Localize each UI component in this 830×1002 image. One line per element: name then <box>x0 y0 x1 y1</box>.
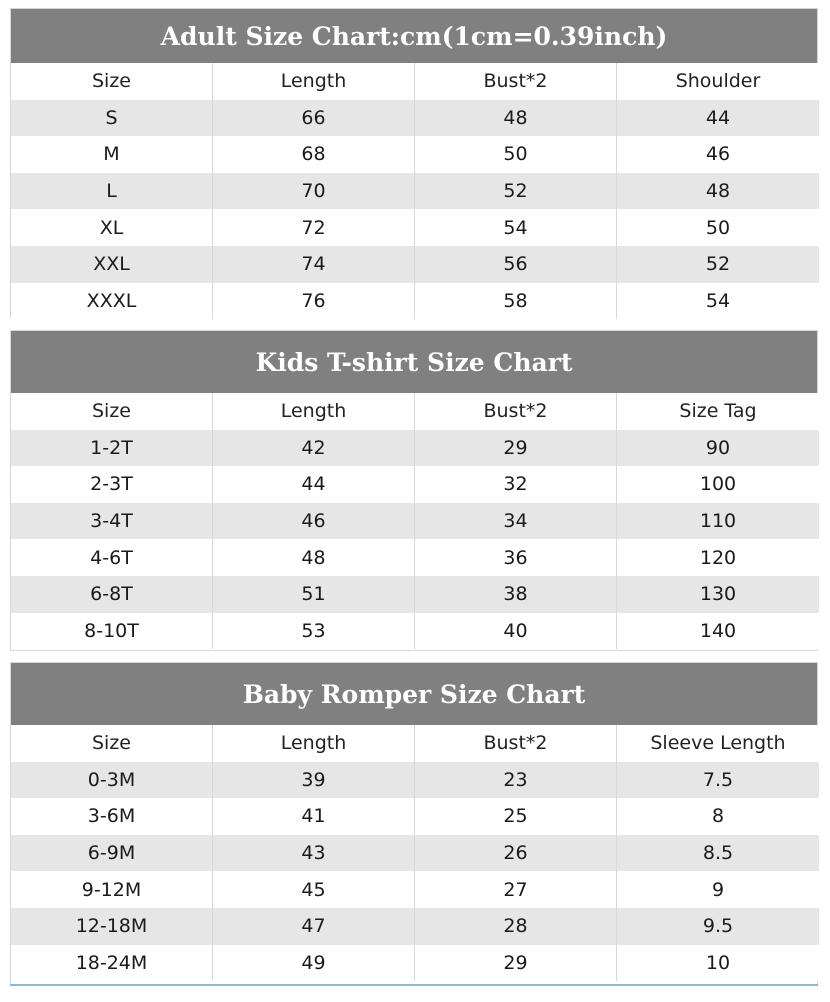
table-cell: 38 <box>415 576 617 613</box>
bottom-divider <box>10 984 818 986</box>
table-cell: 8-10T <box>11 613 213 650</box>
table-cell: XXXL <box>11 283 213 320</box>
table-cell: 110 <box>617 503 819 540</box>
table-cell: M <box>11 136 213 173</box>
baby-romper-size-chart <box>10 662 818 986</box>
table-cell: 120 <box>617 539 819 576</box>
column-header: Size Tag <box>617 393 819 430</box>
table-cell: 76 <box>213 283 415 320</box>
table-cell: 72 <box>213 209 415 246</box>
table-cell: 6-8T <box>11 576 213 613</box>
table-cell: 52 <box>617 246 819 283</box>
table-cell: 9-12M <box>11 871 213 908</box>
table-cell: 9.5 <box>617 908 819 945</box>
table-cell: 25 <box>415 798 617 835</box>
table-cell: 8.5 <box>617 835 819 872</box>
table-cell: 32 <box>415 466 617 503</box>
table-cell: 48 <box>213 539 415 576</box>
table-cell: 6-9M <box>11 835 213 872</box>
table-cell: 18-24M <box>11 945 213 982</box>
column-header: Shoulder <box>617 63 819 100</box>
table-cell: 10 <box>617 945 819 982</box>
table-cell: 3-6M <box>11 798 213 835</box>
table-cell: 51 <box>213 576 415 613</box>
column-header: Length <box>213 725 415 762</box>
table-cell: 48 <box>415 100 617 137</box>
table-cell: 48 <box>617 173 819 210</box>
table-cell: 12-18M <box>11 908 213 945</box>
column-header: Size <box>11 725 213 762</box>
table-cell: 100 <box>617 466 819 503</box>
table-cell: 36 <box>415 539 617 576</box>
table-cell: 46 <box>617 136 819 173</box>
table-cell: 49 <box>213 945 415 982</box>
table-cell: 0-3M <box>11 762 213 799</box>
kids-size-chart <box>10 330 818 651</box>
table-cell: 74 <box>213 246 415 283</box>
table-cell: 52 <box>415 173 617 210</box>
table-cell: 4-6T <box>11 539 213 576</box>
column-header: Size <box>11 393 213 430</box>
table-cell: 53 <box>213 613 415 650</box>
chart-title: Baby Romper Size Chart <box>11 663 817 725</box>
table-cell: 43 <box>213 835 415 872</box>
table-cell: 29 <box>415 945 617 982</box>
size-table <box>11 725 817 981</box>
table-cell: 47 <box>213 908 415 945</box>
table-cell: XXL <box>11 246 213 283</box>
table-cell: 7.5 <box>617 762 819 799</box>
table-cell: 34 <box>415 503 617 540</box>
table-cell: 39 <box>213 762 415 799</box>
table-cell: 44 <box>617 100 819 137</box>
chart-title: Kids T-shirt Size Chart <box>11 331 817 393</box>
table-cell: 90 <box>617 430 819 467</box>
column-header: Sleeve Length <box>617 725 819 762</box>
table-cell: 130 <box>617 576 819 613</box>
table-cell: 28 <box>415 908 617 945</box>
table-cell: 54 <box>617 283 819 320</box>
table-cell: 45 <box>213 871 415 908</box>
table-cell: 140 <box>617 613 819 650</box>
table-cell: 40 <box>415 613 617 650</box>
table-cell: 58 <box>415 283 617 320</box>
column-header: Bust*2 <box>415 63 617 100</box>
table-cell: 9 <box>617 871 819 908</box>
column-header: Length <box>213 393 415 430</box>
column-header: Bust*2 <box>415 725 617 762</box>
table-cell: 41 <box>213 798 415 835</box>
column-header: Bust*2 <box>415 393 617 430</box>
column-header: Size <box>11 63 213 100</box>
table-cell: 42 <box>213 430 415 467</box>
table-cell: 26 <box>415 835 617 872</box>
table-cell: L <box>11 173 213 210</box>
table-cell: 56 <box>415 246 617 283</box>
table-cell: S <box>11 100 213 137</box>
size-table <box>11 63 817 319</box>
table-cell: 70 <box>213 173 415 210</box>
size-table <box>11 393 817 649</box>
table-cell: 50 <box>617 209 819 246</box>
table-cell: 27 <box>415 871 617 908</box>
table-cell: 54 <box>415 209 617 246</box>
table-cell: 29 <box>415 430 617 467</box>
chart-title: Adult Size Chart:cm(1cm=0.39inch) <box>11 9 817 63</box>
table-cell: 50 <box>415 136 617 173</box>
table-cell: 8 <box>617 798 819 835</box>
adult-size-chart <box>10 8 818 318</box>
table-cell: XL <box>11 209 213 246</box>
table-cell: 68 <box>213 136 415 173</box>
table-cell: 66 <box>213 100 415 137</box>
table-cell: 44 <box>213 466 415 503</box>
table-cell: 3-4T <box>11 503 213 540</box>
table-cell: 2-3T <box>11 466 213 503</box>
table-cell: 46 <box>213 503 415 540</box>
table-cell: 1-2T <box>11 430 213 467</box>
table-cell: 23 <box>415 762 617 799</box>
column-header: Length <box>213 63 415 100</box>
